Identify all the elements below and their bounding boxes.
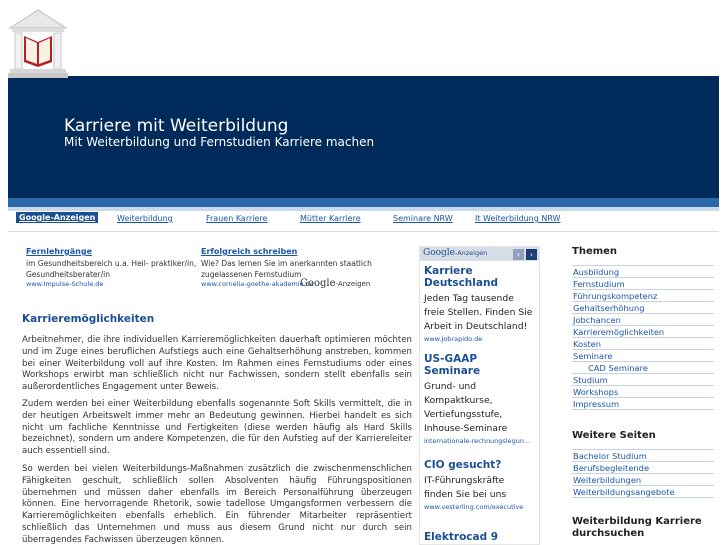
- top-ad-title[interactable]: Fernlehrgänge: [26, 247, 92, 256]
- nav-divider: [8, 231, 719, 232]
- side-ad-url[interactable]: www.Jobrapido.de: [424, 335, 483, 343]
- side-ad-title[interactable]: CIO gesucht?: [424, 459, 502, 471]
- sidebar-item-karrieremoeglichkeiten[interactable]: Karrieremöglichkeiten: [572, 326, 714, 338]
- side-ad[interactable]: [420, 343, 539, 445]
- sidebar-item-workshops[interactable]: Workshops: [572, 386, 714, 398]
- sidebar-item-weiterbildungen[interactable]: Weiterbildungen: [572, 474, 714, 486]
- side-ad-url[interactable]: internationale-rechnungslegun...: [424, 437, 531, 445]
- article-paragraph: Zudem werden bei einer Weiterbildung ebenfalls sogenannte Soft Skills vermittelt, die in der heutigen Arbeitswelt immer mehr an Bedeutung gewinnen. Hierbei handelt es sich nicht um fachliche Kenntnisse und Fertigkeiten (diese werden häufig als Hard Skills bezeichnet), sondern um andere Kompetenzen, die für den Aufstieg auf der Karriereleiter auch essentiell sind.: [22, 399, 412, 457]
- google-wordmark: Google: [423, 248, 455, 258]
- top-ad-url[interactable]: www.cornelia-goethe-akademie.de: [201, 280, 314, 288]
- sidebar-item-berufsbegleitende[interactable]: Berufsbegleitende: [572, 462, 714, 474]
- nav-link-it-weiterbildung-nrw[interactable]: It Weiterbildung NRW: [475, 214, 561, 223]
- next-arrow-icon[interactable]: ›: [526, 249, 537, 260]
- article-paragraph: Arbeitnehmer, die ihre individuellen Karrieremöglichkeiten dauerhaft optimieren möchten und im Zuge eines beruflichen Aufstiegs auch eine Gehaltserhöhung anstreben, kommen bei einer Weiterbildung voll auf ihre Kosten. Im Rahmen eines Fernstudiums oder eines Workshops erwirbt man schließlich nicht nur Fachwissen, sondern stellt ebenfalls sein außerordentliches Engagement unter Beweis.: [22, 335, 412, 393]
- side-ad-text: IT-Führungskräfte finden Sie bei uns: [424, 475, 507, 500]
- nav-link-frauen-karriere[interactable]: Frauen Karriere: [206, 214, 268, 223]
- themen-heading: Themen: [572, 246, 618, 257]
- themen-list: [572, 265, 714, 410]
- sidebar-item-bachelor-studium[interactable]: Bachelor Studium: [572, 450, 714, 462]
- side-ad[interactable]: [420, 511, 539, 543]
- side-ad-title[interactable]: Karriere Deutschland: [424, 265, 498, 289]
- top-ad[interactable]: [26, 247, 214, 289]
- top-ad-title[interactable]: Erfolgreich schreiben: [201, 247, 298, 256]
- sidebar-item-cad-seminare[interactable]: CAD Seminare: [572, 362, 714, 374]
- nav-link-weiterbildung[interactable]: Weiterbildung: [117, 214, 173, 223]
- sidebar-item-jobchancen[interactable]: Jobchancen: [572, 314, 714, 326]
- site-title[interactable]: Karriere mit Weiterbildung: [64, 116, 289, 136]
- sidebar-item-kosten[interactable]: Kosten: [572, 338, 714, 350]
- prev-arrow-icon[interactable]: ‹: [513, 249, 524, 260]
- google-ads-suffix: -Anzeigen: [335, 280, 371, 288]
- top-ad-text: im Gesundheitsbereich u.a. Heil- praktiker/in, Gesundheitsberater/in: [26, 259, 197, 279]
- side-ads-column: [419, 246, 540, 545]
- google-ads-label[interactable]: [423, 248, 487, 258]
- side-ad-url[interactable]: www.vesterling.com/executive: [424, 503, 524, 511]
- side-ad-text: Grund- und Kompaktkurse, Vertiefungsstufe, Inhouse-Seminare: [424, 381, 508, 434]
- side-ad-text: Jeden Tag tausende freie Stellen. Finden Sie Arbeit in Deutschland!: [424, 293, 533, 332]
- site-subtitle: Mit Weiterbildung und Fernstudien Karriere machen: [64, 135, 375, 149]
- top-ad-url[interactable]: www.Impulse-Schule.de: [26, 280, 104, 288]
- sidebar-item-fuehrungskompetenz[interactable]: Führungskompetenz: [572, 290, 714, 302]
- weitere-seiten-heading: Weitere Seiten: [572, 430, 656, 441]
- google-wordmark: Google: [300, 278, 336, 289]
- sidebar-item-impressum[interactable]: Impressum: [572, 398, 714, 410]
- nav-google-ads[interactable]: Google-Anzeigen: [16, 212, 98, 223]
- top-ad-text: Wie? Das lernen Sie im anerkannten staatlich zugelassenen Fernstudium: [201, 259, 372, 279]
- banner-stripe: [8, 198, 719, 207]
- side-ad[interactable]: [420, 261, 539, 343]
- sidebar-item-ausbildung[interactable]: Ausbildung: [572, 266, 714, 278]
- top-navigation: [14, 211, 714, 229]
- sidebar-item-studium[interactable]: Studium: [572, 374, 714, 386]
- header-banner: [8, 76, 719, 198]
- article-heading: Karrieremöglichkeiten: [22, 313, 155, 325]
- sidebar-item-seminare[interactable]: Seminare: [572, 350, 714, 362]
- right-sidebar: [572, 246, 714, 540]
- nav-link-muetter-karriere[interactable]: Mütter Karriere: [300, 214, 361, 223]
- article-paragraph: So werden bei vielen Weiterbildungs-Maßnahmen zusätzlich die zwischenmenschlichen Fähigkeiten geschult, schließlich sollen Absolventen häufig Führungspositionen übernehmen und müssen daher ebenfalls im Bereich Personalführung überzeugen können. Eine hervorragende Rhetorik, sowie tadellose Umgangsformen verbessern die Karrieremöglichkeiten ebenfalls erheblich. Ein führender Mitarbeiter repräsentiert schließlich das Unternehmen und muss aus diesem Grund nicht nur durch sein überragendes Fachwissen überzeugen können.: [22, 464, 412, 545]
- sidebar-item-weiterbildungsangebote[interactable]: Weiterbildungsangebote: [572, 486, 714, 498]
- google-ads-suffix: -Anzeigen: [455, 249, 488, 257]
- logo-building-book-icon[interactable]: [6, 6, 70, 80]
- side-ads-header: [420, 247, 539, 261]
- side-ad[interactable]: [420, 445, 539, 511]
- nav-link-seminare-nrw[interactable]: Seminare NRW: [393, 214, 453, 223]
- sidebar-item-fernstudium[interactable]: Fernstudium: [572, 278, 714, 290]
- weitere-seiten-list: [572, 449, 714, 498]
- sidebar-item-gehaltserhoehung[interactable]: Gehaltserhöhung: [572, 302, 714, 314]
- search-heading: Weiterbildung Karriere durchsuchen: [572, 516, 702, 539]
- side-ad-title[interactable]: US-GAAP Seminare: [424, 353, 481, 377]
- google-ads-label[interactable]: [300, 278, 370, 289]
- side-ad-title[interactable]: Elektrocad 9: [424, 531, 499, 543]
